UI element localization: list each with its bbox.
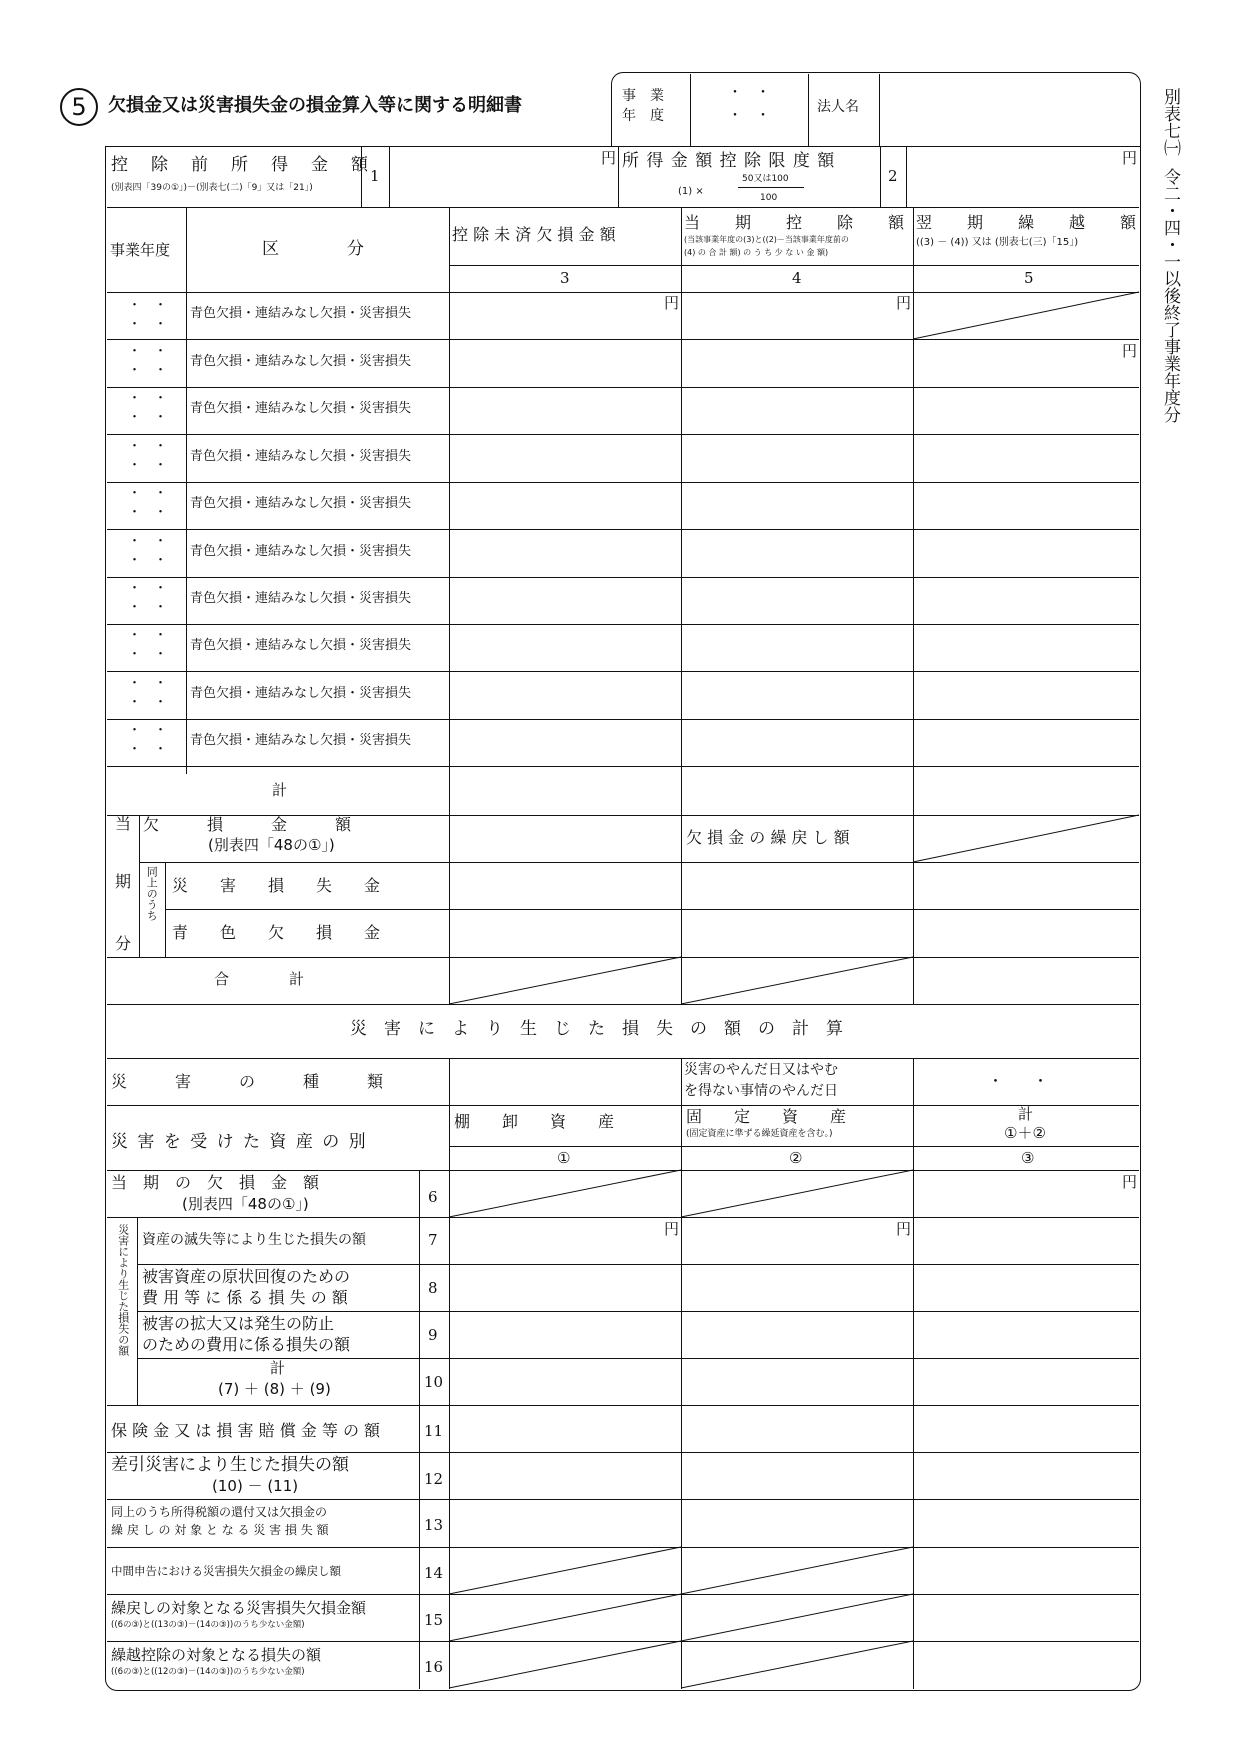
row-category: 青色欠損・連結みなし欠損・災害損失 bbox=[190, 733, 412, 748]
fiscal-year-label-1: 事 業 bbox=[622, 88, 664, 104]
row12-formula: (10) － (11) bbox=[212, 1477, 299, 1495]
diagonal-strike bbox=[449, 1170, 681, 1217]
col3-label: 控 除 未 済 欠 損 金 額 bbox=[452, 225, 616, 244]
row7-number: 7 bbox=[428, 1231, 438, 1249]
inventory-label: 棚 卸 資 産 bbox=[454, 1112, 615, 1131]
current-side-2: 期 bbox=[115, 872, 132, 891]
diagonal-strike bbox=[449, 1641, 681, 1688]
fiscal-year-start-dots: ・ ・ bbox=[728, 85, 770, 101]
total-col-label: 計 bbox=[1018, 1105, 1034, 1123]
row-fiscal-year-dots[interactable]: ・ ・ bbox=[128, 410, 168, 425]
row-category: 青色欠損・連結みなし欠損・災害損失 bbox=[190, 591, 412, 606]
same-above-vertical: 同上のうち bbox=[145, 866, 159, 921]
diagonal-strike bbox=[681, 957, 913, 1004]
blue-loss-label: 青 色 欠 損 金 bbox=[172, 923, 381, 942]
row-yen: 円 bbox=[896, 294, 912, 312]
diagonal-strike bbox=[449, 1594, 681, 1641]
col3-number: 3 bbox=[560, 269, 570, 287]
row6-note: (別表四「48の①」) bbox=[182, 1195, 309, 1213]
corporation-name-field[interactable] bbox=[881, 76, 1136, 144]
item2-numerator: 50又は100 bbox=[742, 174, 789, 184]
asset-type-label: 災 害 を 受 け た 資 産 の 別 bbox=[111, 1132, 368, 1152]
row9-number: 9 bbox=[428, 1326, 438, 1344]
row-fiscal-year-dots[interactable]: ・ ・ bbox=[128, 628, 168, 643]
row13-number: 13 bbox=[424, 1516, 444, 1534]
row-category: 青色欠損・連結みなし欠損・災害損失 bbox=[190, 354, 412, 369]
period-vertical: 令二・四・一以後終了事業年度分 bbox=[1159, 168, 1180, 423]
col-no-3: ③ bbox=[1021, 1149, 1035, 1167]
diagonal-strike bbox=[449, 1547, 681, 1594]
total-label: 計 bbox=[272, 781, 288, 799]
row16-label: 繰越控除の対象となる損失の額 bbox=[111, 1646, 322, 1664]
row12-label: 差引災害により生じた損失の額 bbox=[111, 1455, 349, 1475]
row7-yen: 円 bbox=[664, 1220, 680, 1238]
col5-number: 5 bbox=[1024, 269, 1034, 287]
row7-yen: 円 bbox=[896, 1220, 912, 1238]
row-fiscal-year-dots[interactable]: ・ ・ bbox=[128, 317, 168, 332]
row14-label: 中間申告における災害損失欠損金の繰戻し額 bbox=[111, 1564, 341, 1578]
fixed-assets-note: (固定資産に準ずる繰延資産を含む。) bbox=[686, 1129, 833, 1139]
side-label bbox=[1158, 88, 1180, 423]
item1-note: (別表四「39の①」)－(別表七(二)「9」又は「21」) bbox=[111, 183, 313, 193]
form-title: 欠損金又は災害損失金の損金算入等に関する明細書 bbox=[108, 95, 522, 116]
total-col-formula: ①＋② bbox=[1004, 1124, 1046, 1142]
fiscal-year-end-dots: ・ ・ bbox=[728, 108, 770, 124]
row-category: 青色欠損・連結みなし欠損・災害損失 bbox=[190, 401, 412, 416]
fiscal-year-label-2: 年 度 bbox=[622, 108, 664, 124]
diagonal-strike bbox=[913, 292, 1139, 339]
row10-label: 計 bbox=[270, 1359, 286, 1377]
item1-amount-field[interactable] bbox=[391, 148, 617, 206]
item1-number: 1 bbox=[370, 167, 380, 185]
row16-number: 16 bbox=[424, 1658, 444, 1676]
form-id-vertical: 別表七㈠ bbox=[1159, 88, 1180, 156]
row15-note: ((6の③)と((13の③)－(14の③))のうち少ない金額) bbox=[111, 1620, 305, 1630]
row-category: 青色欠損・連結みなし欠損・災害損失 bbox=[190, 686, 412, 701]
row8-label-1: 被害資産の原状回復のための bbox=[142, 1267, 351, 1286]
row-fiscal-year-dots[interactable]: ・ ・ bbox=[128, 534, 168, 549]
col-category: 区 分 bbox=[262, 239, 364, 259]
disaster-section-title: 災 害 に よ り 生 じ た 損 失 の 額 の 計 算 bbox=[350, 1019, 843, 1039]
row9-label-2: のための費用に係る損失の額 bbox=[142, 1335, 351, 1354]
row6-label: 当 期 の 欠 損 金 額 bbox=[111, 1173, 320, 1192]
item2-label: 所 得 金 額 控 除 限 度 額 bbox=[622, 151, 836, 171]
row-category: 青色欠損・連結みなし欠損・災害損失 bbox=[190, 638, 412, 653]
current-side-3: 分 bbox=[115, 934, 132, 953]
current-loss-note: (別表四「48の①」) bbox=[208, 836, 335, 854]
row13-label-2: 繰 戻 し の 対 象 と な る 災 害 損 失 額 bbox=[111, 1523, 329, 1537]
corporation-label: 法人名 bbox=[817, 99, 859, 115]
row13-label-1: 同上のうち所得税額の還付又は欠損金の bbox=[111, 1505, 328, 1519]
form-number: 5 bbox=[71, 93, 87, 121]
diagonal-strike bbox=[681, 1547, 913, 1594]
row15-label: 繰戻しの対象となる災害損失欠損金額 bbox=[111, 1599, 367, 1617]
current-loss-label: 欠 損 金 額 bbox=[143, 815, 352, 834]
diagonal-strike bbox=[449, 957, 681, 1004]
diagonal-strike bbox=[913, 815, 1139, 862]
disaster-type-label: 災 害 の 種 類 bbox=[111, 1072, 384, 1091]
row-fiscal-year-dots[interactable]: ・ ・ bbox=[128, 458, 168, 473]
row-category: 青色欠損・連結みなし欠損・災害損失 bbox=[190, 449, 412, 464]
diagonal-strike bbox=[681, 1594, 913, 1641]
row-fiscal-year-dots[interactable]: ・ ・ bbox=[128, 600, 168, 615]
row9-label-1: 被害の拡大又は発生の防止 bbox=[142, 1314, 335, 1333]
item2-amount-field[interactable] bbox=[908, 148, 1138, 206]
col5-label: 翌 期 繰 越 額 bbox=[916, 213, 1138, 232]
grand-total-label: 合 計 bbox=[214, 970, 305, 988]
col5-note: ((3) － (4)) 又は (別表七(三)「15」) bbox=[916, 237, 1079, 248]
row7-label: 資産の滅失等により生じた損失の額 bbox=[142, 1232, 366, 1248]
row10-formula: (7) ＋ (8) ＋ (9) bbox=[218, 1380, 331, 1398]
row-fiscal-year-dots[interactable]: ・ ・ bbox=[128, 553, 168, 568]
item1-yen: 円 bbox=[601, 149, 617, 167]
col4-number: 4 bbox=[792, 269, 802, 287]
row-fiscal-year-dots[interactable]: ・ ・ bbox=[128, 676, 168, 691]
row-fiscal-year-dots[interactable]: ・ ・ bbox=[128, 723, 168, 738]
current-side-1: 当 bbox=[115, 814, 132, 833]
diagonal-strike bbox=[681, 1170, 913, 1217]
col-no-1: ① bbox=[557, 1149, 571, 1167]
row-fiscal-year-dots[interactable]: ・ ・ bbox=[128, 439, 168, 454]
col4-note-1: (当該事業年度の(3)と((2)－当該事業年度前の bbox=[684, 235, 849, 244]
item2-number: 2 bbox=[888, 167, 898, 185]
end-date-label-1: 災害のやんだ日又はやむ bbox=[684, 1062, 838, 1078]
row-category: 青色欠損・連結みなし欠損・災害損失 bbox=[190, 496, 412, 511]
row6-yen: 円 bbox=[1122, 1173, 1138, 1191]
item2-formula-prefix: (1) × bbox=[678, 186, 704, 197]
end-date-label-2: を得ない事情のやんだ日 bbox=[684, 1083, 838, 1099]
item1-label: 控 除 前 所 得 金 額 bbox=[111, 155, 371, 175]
row-yen: 円 bbox=[664, 294, 680, 312]
row10-number: 10 bbox=[424, 1373, 444, 1391]
row15-number: 15 bbox=[424, 1611, 444, 1629]
form-number-circle bbox=[60, 88, 98, 126]
row-fiscal-year-dots[interactable]: ・ ・ bbox=[128, 581, 168, 596]
row-fiscal-year-dots[interactable]: ・ ・ bbox=[128, 486, 168, 501]
row16-note: ((6の③)と((12の③)－(14の③))のうち少ない金額) bbox=[111, 1667, 305, 1677]
row8-number: 8 bbox=[428, 1279, 438, 1297]
end-date-dots[interactable]: ・ ・ bbox=[988, 1072, 1049, 1090]
row6-number: 6 bbox=[428, 1188, 438, 1206]
diagonal-strike bbox=[681, 1641, 913, 1688]
row-fiscal-year-dots[interactable]: ・ ・ bbox=[128, 344, 168, 359]
row-yen: 円 bbox=[1122, 342, 1138, 360]
row-fiscal-year-dots[interactable]: ・ ・ bbox=[128, 298, 168, 313]
row-fiscal-year-dots[interactable]: ・ ・ bbox=[128, 695, 168, 710]
col-fiscal-year: 事業年度 bbox=[110, 241, 171, 259]
row12-number: 12 bbox=[424, 1470, 444, 1488]
disaster-type-field[interactable] bbox=[451, 1060, 679, 1104]
row14-number: 14 bbox=[424, 1564, 444, 1582]
row11-number: 11 bbox=[424, 1422, 444, 1440]
item2-denominator: 100 bbox=[760, 193, 778, 203]
row-fiscal-year-dots[interactable]: ・ ・ bbox=[128, 391, 168, 406]
disaster-loss-vertical-label: 災害により生じた損失の額 bbox=[116, 1224, 130, 1356]
row11-label: 保 険 金 又 は 損 害 賠 償 金 等 の 額 bbox=[111, 1421, 381, 1440]
row-fiscal-year-dots[interactable]: ・ ・ bbox=[128, 505, 168, 520]
row-category: 青色欠損・連結みなし欠損・災害損失 bbox=[190, 544, 412, 559]
carryback-label: 欠 損 金 の 繰 戻 し 額 bbox=[686, 828, 850, 847]
col4-label: 当 期 控 除 額 bbox=[684, 213, 906, 232]
fixed-assets-label: 固 定 資 産 bbox=[686, 1107, 847, 1126]
col-no-2: ② bbox=[789, 1149, 803, 1167]
disaster-loss-label: 災 害 損 失 金 bbox=[172, 876, 381, 895]
col4-note-2: (4) の 合 計 額) の う ち 少 な い 金 額) bbox=[684, 248, 829, 257]
row-fiscal-year-dots[interactable]: ・ ・ bbox=[128, 742, 168, 757]
row-fiscal-year-dots[interactable]: ・ ・ bbox=[128, 363, 168, 378]
item2-yen: 円 bbox=[1122, 149, 1138, 167]
row-fiscal-year-dots[interactable]: ・ ・ bbox=[128, 647, 168, 662]
row-category: 青色欠損・連結みなし欠損・災害損失 bbox=[190, 306, 412, 321]
row8-label-2: 費 用 等 に 係 る 損 失 の 額 bbox=[142, 1288, 348, 1307]
